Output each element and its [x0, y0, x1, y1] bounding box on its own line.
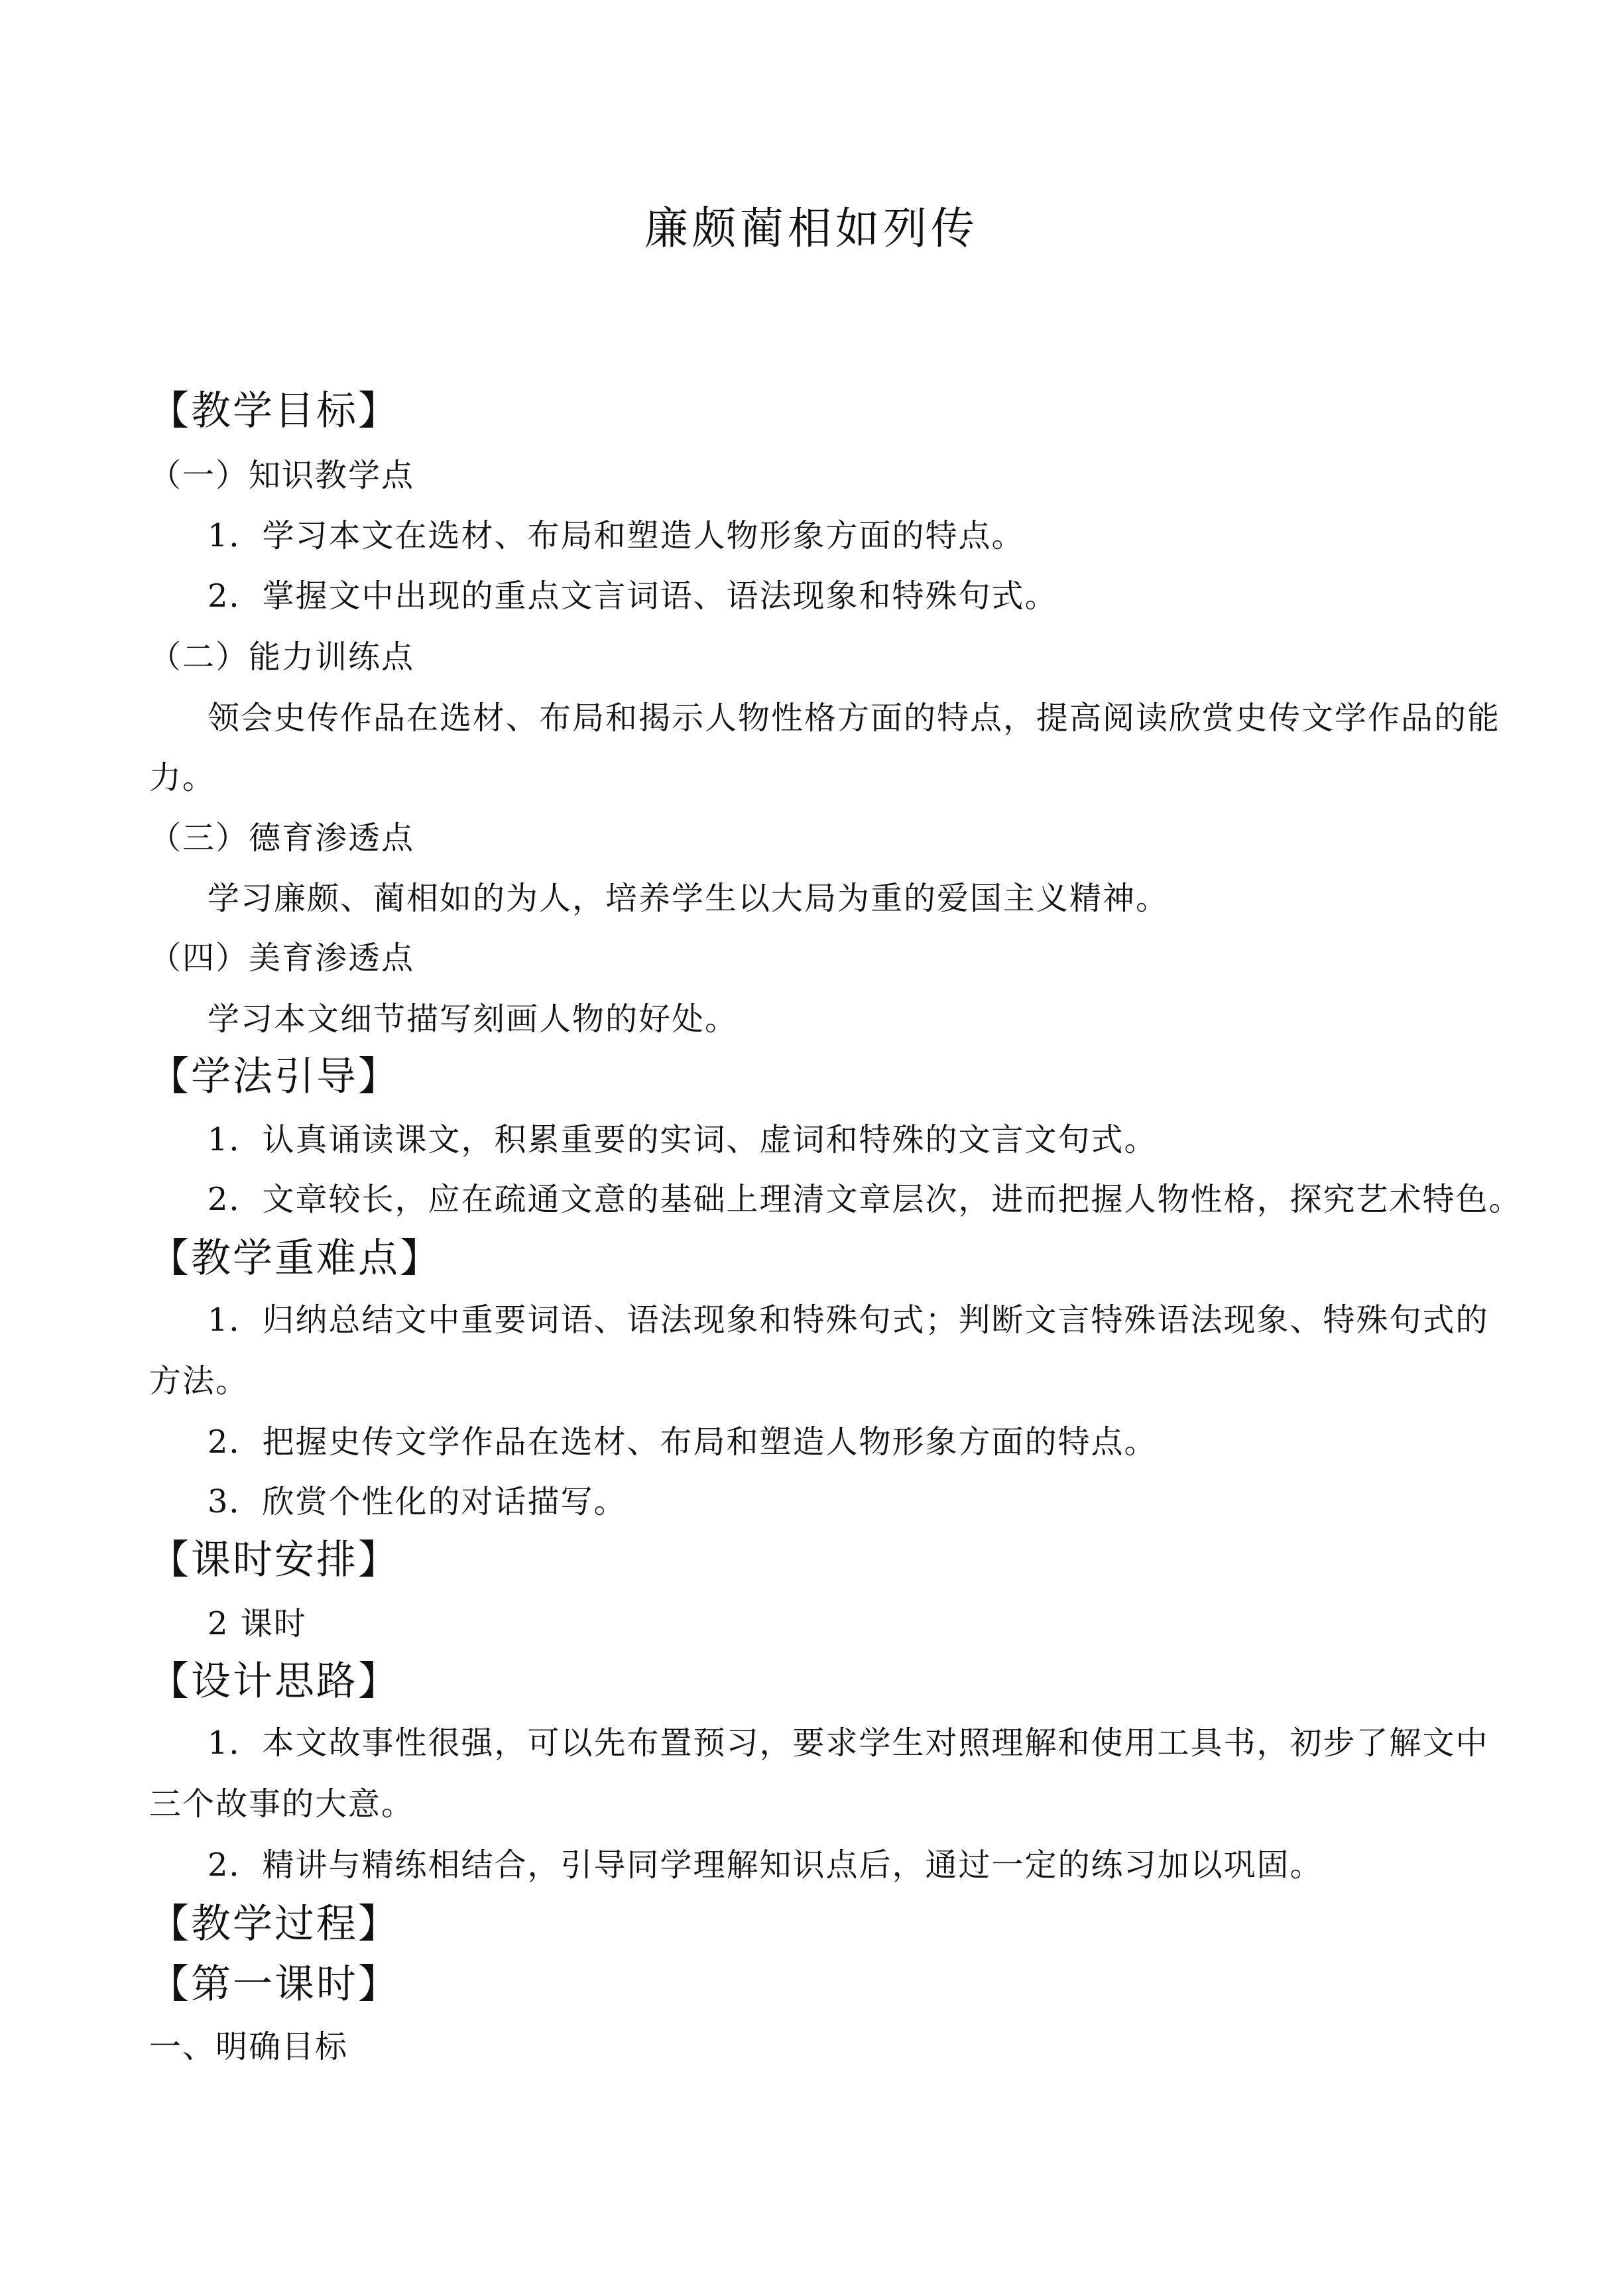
heading-study-method: 【学法引导】 — [149, 1054, 400, 1100]
knowledge-item-1: 1．学习本文在选材、布局和塑造人物形象方面的特点。 — [208, 517, 1025, 554]
heading-schedule: 【课时安排】 — [149, 1537, 400, 1583]
key-point-1-line-1: 1．归纳总结文中重要词语、语法现象和特殊句式；判断文言特殊语法现象、特殊句式的 — [208, 1301, 1489, 1339]
key-point-2: 2．把握史传文学作品在选材、布局和塑造人物形象方面的特点。 — [208, 1423, 1158, 1461]
heading-process: 【教学过程】 — [149, 1901, 400, 1947]
step-1-clarify-objectives: 一、明确目标 — [149, 2028, 349, 2065]
heading-key-points: 【教学重难点】 — [149, 1235, 442, 1282]
design-item-2: 2．精讲与精练相结合，引导同学理解知识点后，通过一定的练习加以巩固。 — [208, 1846, 1323, 1884]
ability-text-line-1: 领会史传作品在选材、布局和揭示人物性格方面的特点，提高阅读欣赏史传文学作品的能 — [208, 699, 1501, 737]
ability-text-line-2: 力。 — [149, 759, 216, 796]
subheading-ability: （二）能力训练点 — [149, 638, 415, 676]
heading-teaching-objectives: 【教学目标】 — [149, 388, 400, 434]
key-point-1-line-2: 方法。 — [149, 1362, 249, 1400]
schedule-text: 2 课时 — [208, 1605, 307, 1642]
document-title: 廉颇蔺相如列传 — [644, 203, 979, 254]
heading-design: 【设计思路】 — [149, 1658, 400, 1705]
method-item-1: 1．认真诵读课文，积累重要的实词、虚词和特殊的文言文句式。 — [208, 1121, 1158, 1158]
key-point-3: 3．欣赏个性化的对话描写。 — [208, 1483, 627, 1520]
knowledge-item-2: 2．掌握文中出现的重点文言词语、语法现象和特殊句式。 — [208, 577, 1058, 615]
design-item-1-line-1: 1．本文故事性很强，可以先布置预习，要求学生对照理解和使用工具书，初步了解文中 — [208, 1724, 1489, 1762]
moral-text: 学习廉颇、蔺相如的为人，培养学生以大局为重的爱国主义精神。 — [208, 880, 1170, 917]
heading-first-lesson: 【第一课时】 — [149, 1961, 400, 2008]
subheading-knowledge: （一）知识教学点 — [149, 457, 415, 494]
design-item-1-line-2: 三个故事的大意。 — [149, 1785, 415, 1823]
method-item-2: 2．文章较长，应在疏通文意的基础上理清文章层次，进而把握人物性格，探究艺术特色。 — [208, 1181, 1522, 1218]
subheading-moral: （三）德育渗透点 — [149, 819, 415, 857]
subheading-aesthetic: （四）美育渗透点 — [149, 939, 415, 977]
aesthetic-text: 学习本文细节描写刻画人物的好处。 — [208, 1000, 739, 1038]
